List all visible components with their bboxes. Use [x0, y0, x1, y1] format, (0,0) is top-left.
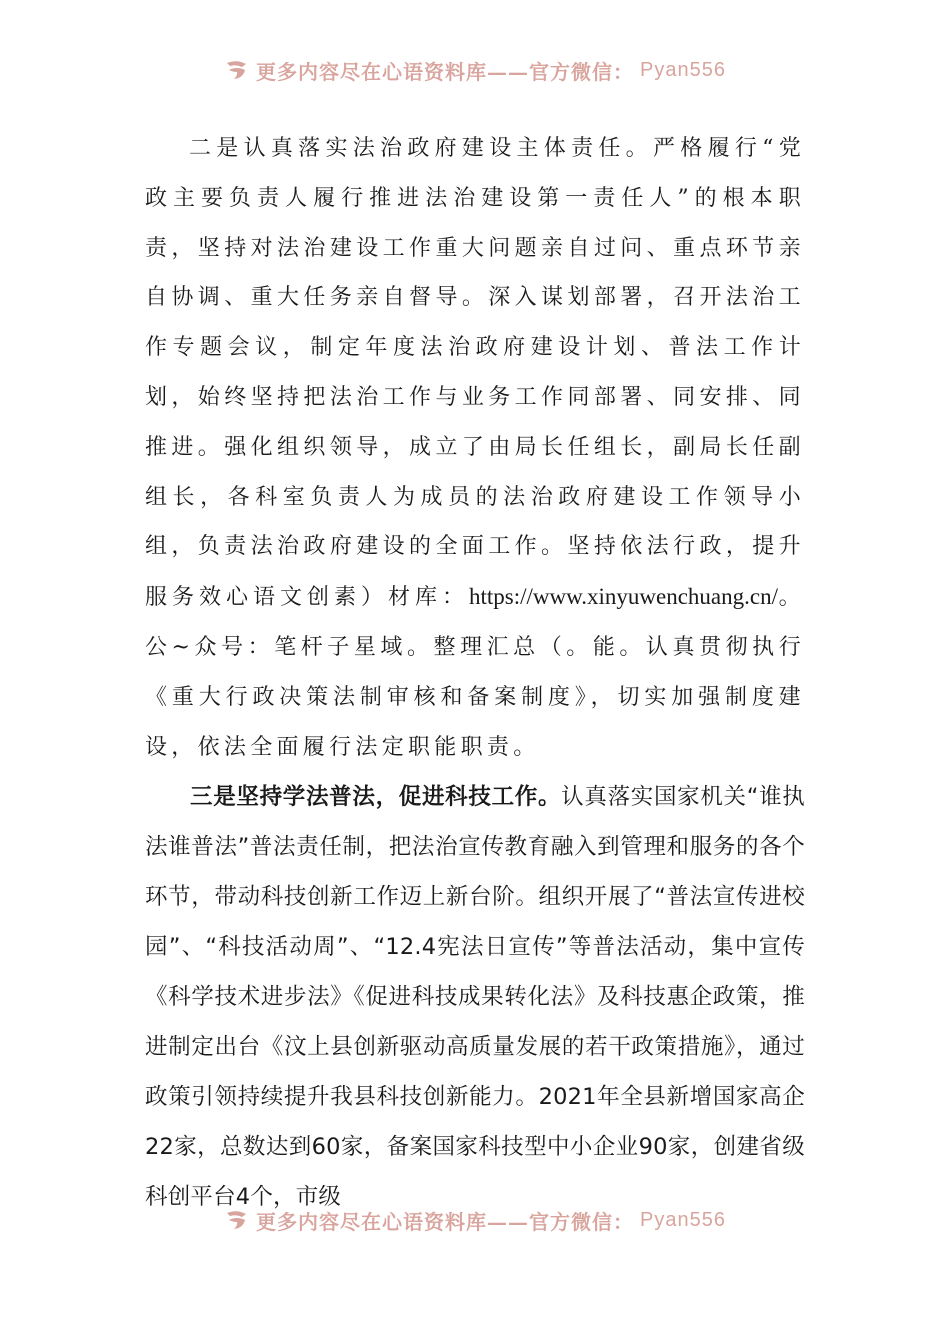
- watermark-id: Pyan556: [640, 1208, 726, 1231]
- source-url-link[interactable]: https://www.xinyuwenchuang.cn/: [469, 584, 778, 610]
- watermark-logo-icon: [224, 58, 250, 82]
- paragraph-1: [145, 124, 805, 772]
- paragraph-2-text: 认真落实国家机关“谁执法谁普法”普法责任制，把法治宣传教育融入到管理和服务的各个环节，带动科技创新工作迈上新台阶。组织开展了“普法宣传进校园”、“科技活动周”、“12.4宪法日宣传”等普法活动，集中宣传《科学技术进步法》《促进科技成果转化法》及科技惠企政策，推进制定出台《汶上县创新驱动高质量发展的若干政策措施》，通过政策引领持续提升我县科技创新能力。2021年全县新增国家高企22家，总数达到60家，备案国家科技型中小企业90家，创建省级科创平台4个，市级: [145, 784, 806, 1211]
- document-body: [145, 124, 805, 1222]
- watermark-bottom: [0, 1205, 950, 1235]
- paragraph-2: [145, 772, 805, 1222]
- paragraph-1-text-a: 二是认真落实法治政府建设主体责任。严格履行“党政主要负责人履行推进法治建设第一责任人”的根本职责，坚持对法治建设工作重大问题亲自过问、重点环节亲自协调、重大任务亲自督导。深入谋划部署，召开法治工作专题会议，制定年度法治政府建设计划、普法工作计划，始终坚持把法治工作与业务工作同部署、同安排、同推进。强化组织领导，成立了由局长任组长，副局长任副组长，各科室负责人为成员的法治政府建设工作领导小组，负责法治政府建设的全面工作。坚持依法行政，提升服务效心语文创素）材库：: [145, 136, 805, 611]
- watermark-text: 更多内容尽在心语资料库——官方微信：: [256, 59, 635, 84]
- watermark-text: 更多内容尽在心语资料库——官方微信：: [256, 1209, 635, 1234]
- paragraph-1-text-b: 。公~众号：笔杆子星域。整理汇总（。能。认真贯彻执行《重大行政决策法制审核和备案制度》，切实加强制度建设，依法全面履行法定职能职责。: [145, 585, 805, 760]
- watermark-top: [0, 55, 950, 85]
- watermark-logo-icon: [224, 1208, 250, 1232]
- watermark-id: Pyan556: [640, 58, 726, 81]
- paragraph-2-lead: 三是坚持学法普法，促进科技工作。: [190, 784, 562, 811]
